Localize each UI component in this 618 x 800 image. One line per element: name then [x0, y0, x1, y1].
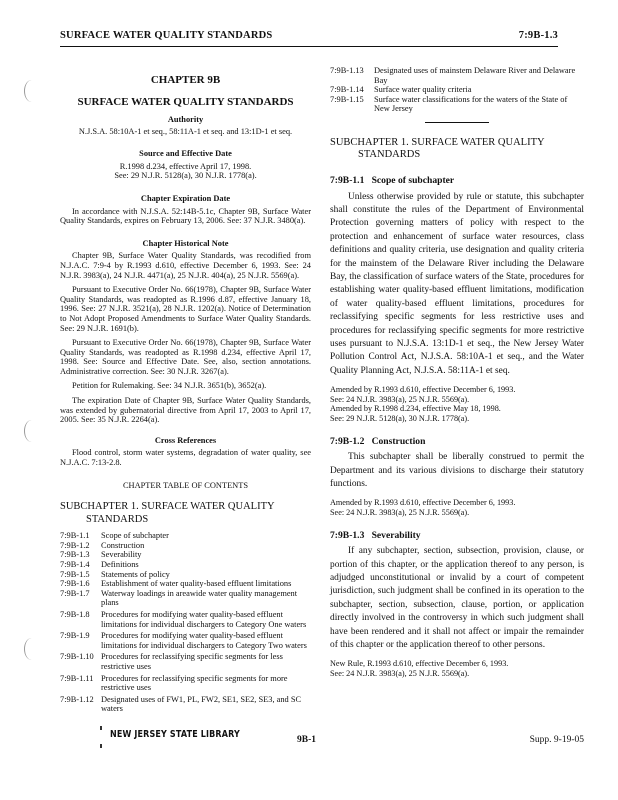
punch-hole-mark	[24, 638, 39, 660]
divider-rule	[425, 122, 489, 123]
section-notes-1-3	[330, 659, 584, 678]
running-header-section: 7:9B-1.3	[518, 30, 558, 41]
stamp-tick	[100, 726, 102, 730]
toc-title: Procedures for reclassifying specific segments for less restrictive uses	[101, 652, 283, 671]
punch-hole-mark	[24, 80, 39, 102]
toc-title: Procedures for modifying water quality-based effluent limitations for individual dischargers to Category Two waters	[101, 631, 307, 650]
toc-title: Designated uses of FW1, PL, FW2, SE1, SE2, SE3, and SC waters	[101, 694, 302, 714]
historical-heading: Chapter Historical Note	[142, 238, 229, 248]
expiration-heading: Chapter Expiration Date	[140, 193, 231, 203]
toc-title: Surface water quality criteria	[374, 85, 472, 95]
toc-title: Waterway loadings in areawide water quality management plans	[101, 588, 298, 608]
supplement-date: Supp. 9-19-05	[529, 735, 584, 745]
historical-para: Pursuant to Executive Order No. 66(1978), Chapter 9B, Surface Water Quality Standards, was readopted as R.1996 d.87, effective January 18, 1996. See: 27 N.J.R. 3521(a), 28 N.J.R. 1202(a). Notice of Determination to Not Adopt Proposed Amendments to Surface Water Quality Standards. See: 29 N.J.R. 1691(b).	[60, 285, 311, 333]
chapter-number: CHAPTER 9B	[150, 74, 221, 86]
historical-para: The expiration Date of Chapter 9B, Surface Water Quality Standards, was extended by gubernatorial directive from April 17, 2003 to April 17, 2005. See: 35 N.J.R. 2264(a).	[60, 396, 311, 425]
section-notes-1-2	[330, 498, 584, 517]
left-column	[60, 66, 311, 714]
subchapter-heading: SUBCHAPTER 1. SURFACE WATER QUALITY	[60, 501, 275, 513]
stamp-tick	[100, 744, 102, 748]
toc-title: Definitions	[101, 560, 139, 569]
toc-number: 7:9B-1.6	[60, 579, 90, 589]
toc-number: 7:9B-1.5	[60, 569, 90, 579]
toc-title: Severability	[101, 550, 142, 560]
toc-title: Procedures for modifying water quality-based effluent limitations for individual dischargers to Category One waters	[101, 609, 307, 629]
source-heading: Source and Effective Date	[139, 149, 232, 159]
toc-number: 7:9B-1.10	[60, 652, 94, 662]
chapter-title: SURFACE WATER QUALITY STANDARDS	[77, 96, 294, 108]
toc-number: 7:9B-1.7	[60, 588, 90, 598]
library-stamp: NEW JERSEY STATE LIBRARY	[110, 729, 240, 740]
toc-number: 7:9B-1.9	[60, 631, 90, 641]
toc-number: 7:9B-1.4	[60, 560, 90, 569]
toc-heading: CHAPTER TABLE OF CONTENTS	[122, 480, 249, 490]
section-heading-1-1: 7:9B-1.1 Scope of subchapter	[330, 174, 455, 186]
historical-para: Chapter 9B, Surface Water Quality Standards, was recodified from N.J.A.C. 7:9-4 by R.1993 d.610, effective December 6, 1993. See: 24 N.J.R. 3983(a), 24 N.J.R. 4471(a), 25 N.J.R. 404(a), 25 N.J.R. 5569(a).	[60, 251, 311, 280]
history-note: Amended by R.1993 d.610, effective December 6, 1993.	[330, 498, 516, 508]
toc-list	[60, 531, 311, 714]
right-column	[330, 66, 584, 679]
history-note: See: 24 N.J.R. 3983(a), 25 N.J.R. 5569(a).	[330, 669, 470, 679]
toc-number: 7:9B-1.11	[60, 673, 94, 683]
historical-para: Pursuant to Executive Order No. 66(1978), Chapter 9B, Surface Water Quality Standards, was readopted as R.1998 d.234, effective April 17, 1998. See: Source and Effective Date. See, also, section annotations. Administrative correction. See: 30 N.J.R. 3267(a).	[60, 338, 311, 376]
history-note: See: 24 N.J.R. 3983(a), 25 N.J.R. 5569(a).	[330, 394, 470, 404]
toc-title: Procedures for reclassifying specific segments for more restrictive uses	[101, 673, 288, 693]
section-heading-1-2: 7:9B-1.2 Construction	[330, 435, 426, 447]
expiration-text: In accordance with N.J.S.A. 52:14B-5.1c, Chapter 9B, Surface Water Quality Standards, expires on February 13, 2006. See: 37 N.J.R. 3480(a).	[60, 206, 311, 226]
toc-number: 7:9B-1.15	[330, 94, 364, 104]
history-note: New Rule, R.1993 d.610, effective December 6, 1993.	[330, 659, 509, 669]
toc-title: Construction	[101, 540, 145, 550]
toc-number: 7:9B-1.12	[60, 694, 94, 704]
source-line: R.1998 d.234, effective April 17, 1998.	[119, 161, 252, 171]
toc-title: Scope of subchapter	[101, 531, 169, 541]
toc-list-continued	[330, 66, 584, 114]
source-line: See: 29 N.J.R. 5128(a), 30 N.J.R. 1778(a).	[114, 171, 257, 181]
toc-number: 7:9B-1.3	[60, 550, 90, 560]
toc-title: Statements of policy	[101, 569, 170, 579]
authority-heading: Authority	[167, 115, 204, 124]
toc-title: Surface water classifications for the waters of the State of New Jersey	[374, 94, 568, 114]
toc-number: 7:9B-1.2	[60, 540, 90, 550]
subchapter-heading-cont: STANDARDS	[86, 513, 149, 525]
toc-number: 7:9B-1.13	[330, 66, 364, 75]
punch-hole-mark	[24, 420, 39, 442]
section-body-1-2: This subchapter shall be liberally construed to permit the Department and its various divisions to discharge their statutory functions.	[330, 452, 584, 490]
running-header	[60, 30, 558, 47]
page-number: 9B-1	[297, 735, 316, 745]
history-note: Amended by R.1993 d.610, effective December 6, 1993.	[330, 385, 516, 395]
toc-title: Establishment of water quality-based effluent limitations	[101, 579, 292, 589]
history-note: See: 29 N.J.R. 5128(a), 30 N.J.R. 1778(a).	[330, 414, 470, 424]
subchapter-heading-cont: STANDARDS	[358, 149, 421, 161]
section-body-1-1: Unless otherwise provided by rule or statute, this subchapter shall constitute the rules of the Department of Environmental Protection governing matters of policy with respect to the protection and enhancement of surface water resources, class definitions and quality criteria, use designation and quality criteria for the mainstem of the Delaware River including the Delaware Bay, the classification of surface waters of the State, procedures for establishing water quality-based effluent limitations, modification of water quality-based effluent limitations, procedures for reclassifying specific segments for less restrictive uses and procedures for reclassifying specific segments for more restrictive uses pursuant to N.J.S.A. 13:1D-1 et seq., the New Jersey Water Pollution Control Act, N.J.S.A. 58:10A-1 et seq., and the Water Quality Planning Act, N.J.S.A. 58:11A-1 et seq.	[330, 191, 584, 376]
section-heading-1-3: 7:9B-1.3 Severability	[330, 529, 421, 541]
section-notes-1-1	[330, 385, 584, 423]
toc-number: 7:9B-1.1	[60, 531, 90, 541]
toc-number: 7:9B-1.14	[330, 85, 364, 95]
authority-text: N.J.S.A. 58:10A-1 et seq., 58:11A-1 et seq. and 13:1D-1 et seq.	[78, 126, 293, 136]
cross-references-heading: Cross References	[154, 435, 217, 445]
toc-number: 7:9B-1.8	[60, 609, 90, 619]
section-body-1-3: If any subchapter, section, subsection, provision, clause, or portion of this chapter, or the application thereof to any person, is adjudged unconstitutional or invalid by a court of competent jurisdiction, such judgment shall be confined in its operation to the subchapter, section, subsection, clause, portion, or application directly involved in the controversy in which such judgment shall have been rendered and it shall not affect or impair the remainder of this chapter or the application thereof to other persons.	[330, 546, 584, 651]
toc-title: Designated uses of mainstem Delaware River and Delaware Bay	[374, 66, 576, 85]
historical-para: Petition for Rulemaking. See: 34 N.J.R. 3651(b), 3652(a).	[72, 381, 267, 391]
subchapter-heading: SUBCHAPTER 1. SURFACE WATER QUALITY	[330, 136, 545, 148]
history-note: See: 24 N.J.R. 3983(a), 25 N.J.R. 5569(a).	[330, 508, 470, 518]
running-header-title: SURFACE WATER QUALITY STANDARDS	[60, 30, 273, 41]
cross-references-text: Flood control, storm water systems, degradation of water quality, see N.J.A.C. 7:13-2.8.	[60, 448, 311, 468]
history-note: Amended by R.1998 d.234, effective May 18, 1998.	[330, 404, 501, 414]
